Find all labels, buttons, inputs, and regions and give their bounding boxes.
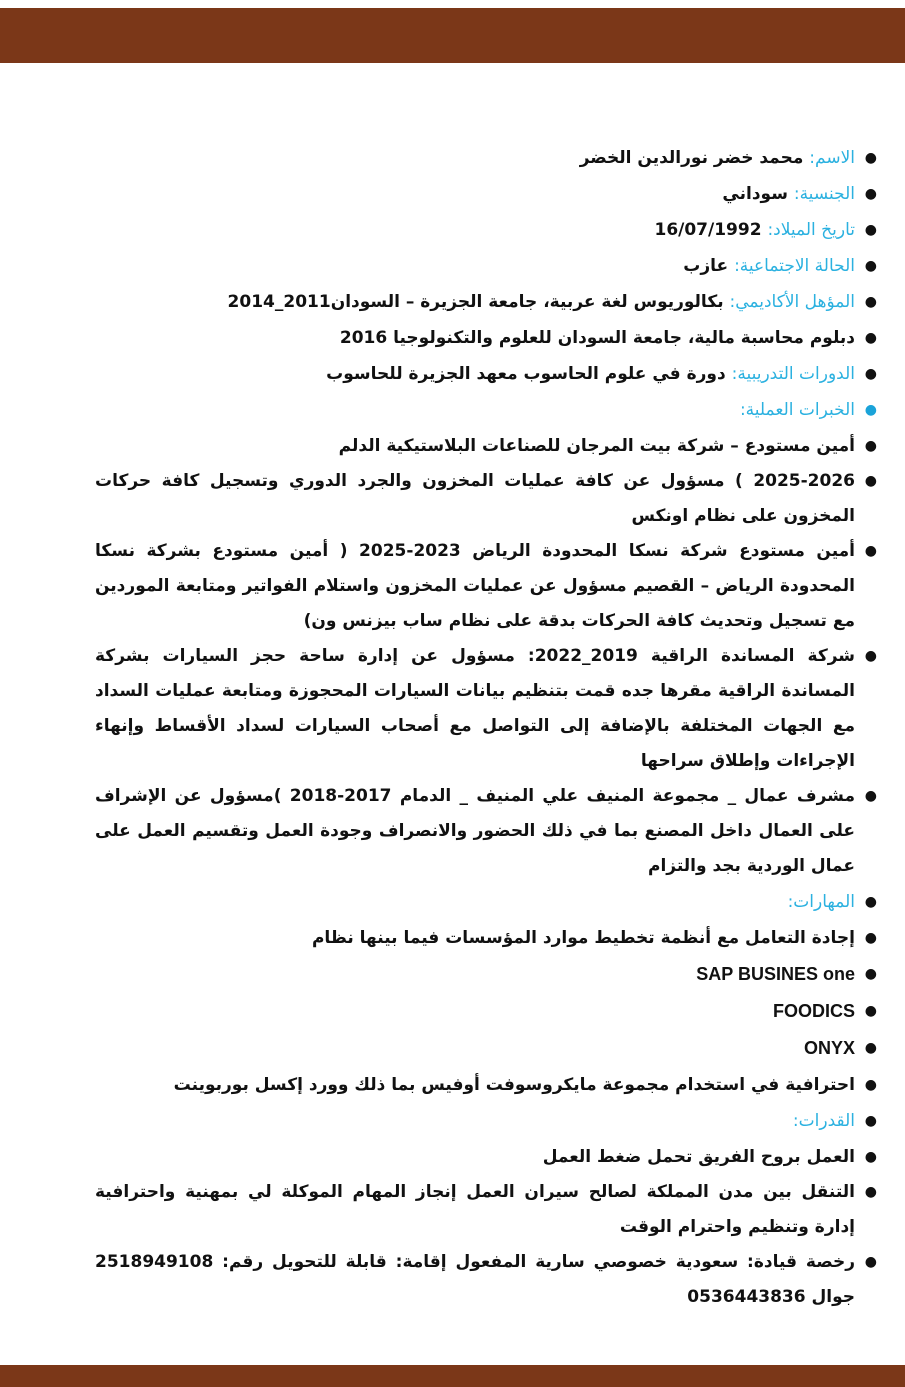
marital-label: الحالة الاجتماعية: xyxy=(734,256,855,276)
ability-item xyxy=(95,1245,877,1315)
skill-item xyxy=(95,1067,877,1103)
courses-value: دورة في علوم الحاسوب معهد الجزيرة للحاسوب xyxy=(326,364,726,384)
birth-label: تاريخ الميلاد: xyxy=(767,220,855,240)
nationality-value: سوداني xyxy=(722,184,788,204)
degree-label: المؤهل الأكاديمي: xyxy=(729,292,855,312)
experience-text: أمين مستودع شركة نسكا المحدودة الرياض 2023-2025 ( أمين مستودع بشركة نسكا المحدودة الرياض – القصيم مسؤول عن عمليات المخزون واستلام الفواتير ومتابعة الموردين مع تسجيل وتحديث كافة الحركات بدقة على نظام ساب بيزنس ون) xyxy=(95,541,855,631)
skill-text: FOODICS xyxy=(772,1001,855,1021)
degree-item xyxy=(95,284,877,320)
skill-text: إجادة التعامل مع أنظمة تخطيط موارد المؤسسات فيما بينها نظام xyxy=(311,928,855,948)
bullet-icon: ● xyxy=(864,258,877,274)
bullet-icon: ● xyxy=(864,473,877,489)
top-decorative-band xyxy=(0,8,905,63)
experience-text: أمين مستودع – شركة بيت المرجان للصناعات البلاستيكية الدلم xyxy=(338,436,855,456)
bullet-icon: ● xyxy=(864,330,877,346)
ability-item xyxy=(95,1139,877,1175)
bullet-icon: ● xyxy=(864,788,877,804)
experience-text: شركة المساندة الراقية 2019_2022: مسؤول عن إدارة ساحة حجز السيارات بشركة المساندة الراقية مقرها جده قمت بتنظيم بيانات السيارات المحجوزة ومتابعة عمليات السداد مع الجهات المختلفة بالإضافة إلى التواصل مع أصحاب السيارات لسداد الأقساط وإنهاء الإجراءات وإطلاق سراحها xyxy=(95,646,856,771)
birth-value: 16/07/1992 xyxy=(654,220,762,240)
bullet-icon: ● xyxy=(864,222,877,238)
experience-heading-text: الخبرات العملية: xyxy=(739,400,855,420)
nationality-label: الجنسية: xyxy=(793,184,855,204)
degree-value: بكالوريوس لغة عربية، جامعة الجزيرة – السودان2011_2014 xyxy=(227,292,724,312)
bullet-icon: ● xyxy=(864,1003,877,1019)
birth-item xyxy=(95,212,877,248)
skill-item xyxy=(95,993,877,1030)
bullet-icon: ● xyxy=(864,402,877,418)
experience-text: مشرف عمال _ مجموعة المنيف علي المنيف _ الدمام 2017-2018 )مسؤول عن الإشراف على العمال داخل المصنع بما في ذلك الحضور والانصراف وجودة العمل وتقسيم العمل على عمال الوردية بجد والتزام xyxy=(95,786,855,876)
experience-item xyxy=(95,639,877,779)
courses-label: الدورات التدريبية: xyxy=(731,364,855,384)
bullet-icon: ● xyxy=(864,1040,877,1056)
ability-item xyxy=(95,1175,877,1245)
skill-item xyxy=(95,1030,877,1067)
ability-text: رخصة قيادة: سعودية خصوصي سارية المفعول إقامة: قابلة للتحويل رقم: 2518949108 جوال 0536443836 xyxy=(95,1252,855,1307)
name-value: محمد خضر نورالدين الخضر xyxy=(579,148,804,168)
cv-list xyxy=(95,140,877,1315)
bullet-icon: ● xyxy=(864,150,877,166)
bullet-icon: ● xyxy=(864,1077,877,1093)
bullet-icon: ● xyxy=(864,438,877,454)
name-item xyxy=(95,140,877,176)
skill-text: احترافية في استخدام مجموعة مايكروسوفت أوفيس بما ذلك وورد إكسل بوربوينت xyxy=(173,1075,855,1095)
ability-text: التنقل بين مدن المملكة لصالح سيران العمل إنجاز المهام الموكلة لي بمهنية واحترافية إدارة وتنظيم واحترام الوقت xyxy=(95,1182,855,1237)
ability-text: العمل بروح الفريق تحمل ضغط العمل xyxy=(542,1147,855,1167)
bullet-icon: ● xyxy=(864,186,877,202)
experience-item xyxy=(95,779,877,884)
bullet-icon: ● xyxy=(864,1113,877,1129)
skills-heading-text: المهارات: xyxy=(787,892,855,912)
bullet-icon: ● xyxy=(864,543,877,559)
experience-item xyxy=(95,428,877,464)
bullet-icon: ● xyxy=(864,1254,877,1270)
abilities-heading xyxy=(95,1103,877,1139)
bullet-icon: ● xyxy=(864,894,877,910)
bullet-icon: ● xyxy=(864,366,877,382)
marital-item xyxy=(95,248,877,284)
experience-item xyxy=(95,534,877,639)
bullet-icon: ● xyxy=(864,1149,877,1165)
bullet-icon: ● xyxy=(864,294,877,310)
experience-text: 2025-2026 ) مسؤول عن كافة عمليات المخزون والجرد الدوري وتسجيل كافة حركات المخزون على نظام اونكس xyxy=(95,471,855,526)
bottom-decorative-band xyxy=(0,1365,905,1387)
diploma-item xyxy=(95,320,877,356)
nationality-item xyxy=(95,176,877,212)
skills-heading xyxy=(95,884,877,920)
experience-heading xyxy=(95,392,877,428)
courses-item xyxy=(95,356,877,392)
skill-text: SAP BUSINES one xyxy=(696,964,855,984)
skill-text: ONYX xyxy=(803,1038,855,1058)
abilities-heading-text: القدرات: xyxy=(792,1111,855,1131)
bullet-icon: ● xyxy=(864,648,877,664)
bullet-icon: ● xyxy=(864,930,877,946)
bullet-icon: ● xyxy=(864,1184,877,1200)
skill-item xyxy=(95,956,877,993)
name-label: الاسم: xyxy=(809,148,855,168)
marital-value: عازب xyxy=(683,256,729,276)
experience-item xyxy=(95,464,877,534)
bullet-icon: ● xyxy=(864,966,877,982)
diploma-value: دبلوم محاسبة مالية، جامعة السودان للعلوم والتكنولوجيا 2016 xyxy=(339,328,855,348)
skill-item xyxy=(95,920,877,956)
